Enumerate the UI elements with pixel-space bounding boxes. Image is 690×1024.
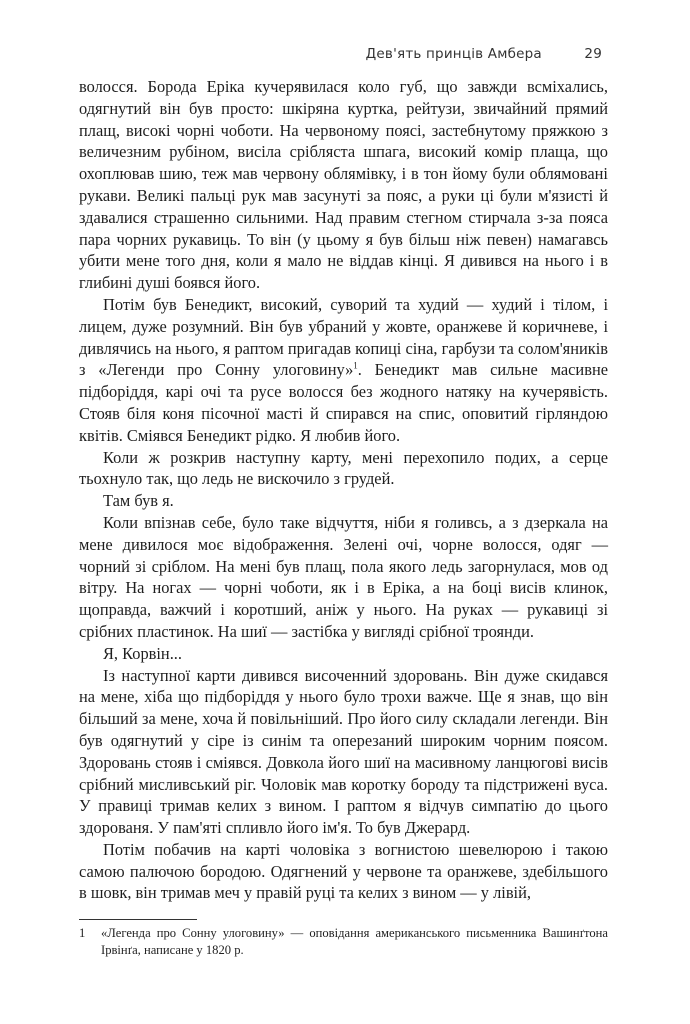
footnote-reference: 1 (353, 360, 358, 371)
paragraph-benedict (79, 294, 608, 447)
paragraph-benedict-part1: Потім був Бенедикт, високий, суворий та худий — худий і тілом, і лицем, дуже розумний. Він був убраний у жовте, оранжеве й коричневе, і дивлячись на нього, я раптом пригадав копиці сіна, гарбузи та солом'яників з «Легенди про Сонну улоговину» (79, 294, 608, 380)
footnote-number: 1 (79, 926, 86, 940)
footnote (79, 925, 608, 958)
page-number: 29 (584, 46, 602, 62)
paragraph-eric-description: волосся. Борода Еріка кучерявилася коло губ, що завжди всміхались, одягнутий він був просто: шкіряна куртка, рейтузи, звичайний прямий плащ, високі чорні чоботи. На червоному поясі, застебнутому пряжкою з величезним рубіном, висіла срібляста шпага, високий комір плаща, що охоплював шию, теж мав червону облямівку, і в тон йому були облямовані рукави. Великі пальці рук мав засунуті за пояс, а руки ці були м'язисті й здавалися страшенно сильними. Над правим стегном стирчала з-за пояса пара чорних рукавиць. То він (у цьому я був більш ніж певен) намагавсь убити мене того дня, коли я мало не віддав кінці. Я дивився на нього і в глибині душі боявся його. (79, 77, 608, 293)
paragraph-fiery-man: Потім побачив на карті чоловіка з вогнистою шевелюрою і такою самою палючою бородою. Одягнений у червоне та оранжеве, здебільшого в шовк, він тримав меч у правій руці та келих з вином — у лівій, (79, 839, 608, 903)
paragraph-benedict-part2: . Бенедикт мав сильне масивне підборіддя, карі очі та русе волосся без жодного натяку на кучерявість. Стояв біля коня пісочної масті й спирався на спис, оповитий гірляндою квітів. Сміявся Бенедикт рідко. Я любив його. (79, 360, 608, 445)
book-title: Дев'ять принців Амбера (365, 46, 542, 62)
paragraph-there-was-i: Там був я. (103, 491, 174, 511)
paragraph-next-card: Коли ж розкрив наступну карту, мені перехопило подих, а серце тьохнуло так, що ледь не вискочило з грудей. (79, 447, 608, 489)
footnote-text: «Легенда про Сонну улоговину» — оповідання американського письменника Вашинґтона Ірвінґа, написане у 1820 р. (101, 926, 608, 957)
paragraph-corwin-self: Коли впізнав себе, було таке відчуття, ніби я голивсь, а з дзеркала на мене дивилося моє відображення. Зелені очі, чорне волосся, одяг — чорний зі сріблом. На мені був плащ, пола якого ледь загорнулася, мов од вітру. На ногах — чорні чоботи, як і в Еріка, а на боці висів клинок, щоправда, важчий і коротший, аніж у нього. На руках — рукавиці зі срібних пластинок. На шиї — застібка у вигляді срібної троянди. (79, 512, 608, 641)
running-head (366, 46, 602, 62)
paragraph-gerard: Із наступної карти дивився височенний здоровань. Він дуже скидався на мене, хіба що підборіддя у нього було трохи важче. Ще я знав, що він більший за мене, хоча й повільніший. Про його силу складали легенди. Він був одягнутий у сіре із синім та оперезаний широким чорним поясом. Здоровань стояв і сміявся. Довкола його шиї на масивному ланцюгові висів срібний мисливський ріг. Чоловік мав коротку бороду та підстрижені вуса. У правиці тримав келих з вином. І раптом я відчув симпатію до цього здорованя. У пам'яті спливло його ім'я. То був Джерард. (79, 665, 608, 838)
body-text (79, 76, 608, 904)
footnote-divider (79, 919, 197, 920)
paragraph-i-corwin: Я, Корвін... (103, 643, 182, 663)
